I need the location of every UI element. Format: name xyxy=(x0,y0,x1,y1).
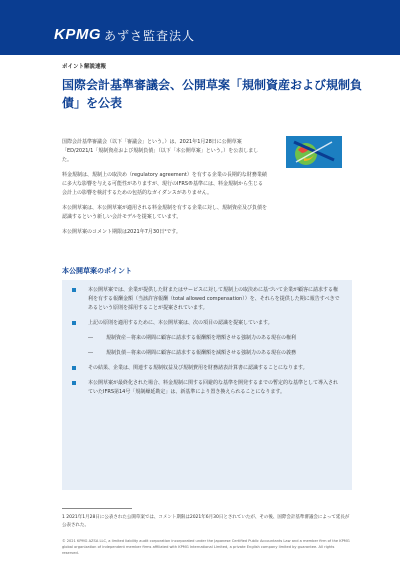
bullet-square-icon xyxy=(72,366,76,370)
bullet-text: その結果、企業は、関連する規制収益及び規制費用を財務諸表計算書に認識することになります。 xyxy=(88,365,308,371)
copyright-notice: © 2021 KPMG AZSA LLC, a limited liability audit corporation incorporated under the Japanese Certified Public Accountants Law and a member firm of the KPMG global organization of independent member firms affiliated with KPMG International Limited, a private English company limited by guarantee. All rights reserved. xyxy=(62,539,350,555)
bullet-text: 本公開草案では、企業が提供した財またはサービスに対して規制上の取決めに基づいて企業が顧客に請求する権利を有する報酬金額（当該許容報酬（total allowed compensation））を、それらを提供した期に報告すべきであるという原則を採用することが提案されています。 xyxy=(88,287,340,311)
series-label: ポイント解説速報 xyxy=(62,64,107,70)
intro-paragraph: 国際会計基準審議会（以下「審議会」という。）は、2021年1月28日に公開草案「ED/2021/1「規制資産および規制負債」（以下「本公開草案」という。）を公表しました。 xyxy=(62,139,259,163)
sub-bullet-text: 規制負債－将来の期間に顧客に請求する報酬額を減額させる強制力のある現在の義務 xyxy=(106,350,297,356)
bullet-square-icon xyxy=(72,381,76,385)
globe-image xyxy=(286,136,342,168)
bullet-text: 本公開草案が最終化された場合、料金規制に関する回避的な基準を開発するまでの暫定的な基準として導入されていたIFRS第14号「規制繰延勘定」は、新基準により置き換えられることになります。 xyxy=(88,380,339,395)
bullet-point xyxy=(68,364,342,373)
bullet-point xyxy=(68,379,342,397)
key-points-panel xyxy=(62,280,352,490)
page-header xyxy=(0,0,400,55)
globe-icon xyxy=(286,136,342,168)
document-title: 国際会計基準審議会、公開草案「規制資産および規制負債」を公表 xyxy=(62,78,363,110)
sub-bullet xyxy=(68,349,342,358)
intro-paragraph: 本公開草案は、本公開草案が適用される料金規制を有する企業に対し、規制資産及び負債を認識するという新しい会計モデルを提案しています。 xyxy=(62,205,268,220)
firm-name: あずさ監査法人 xyxy=(104,29,196,43)
bullet-text: 上記の原則を適用するために、本公開草案は、次の項目の認識を提案しています。 xyxy=(88,320,273,326)
intro-section xyxy=(62,138,267,243)
bullet-point xyxy=(68,286,342,313)
sub-bullet-text: 規制資産－将来の期間に顧客に請求する報酬額を増額させる強制力のある現在の権利 xyxy=(106,335,297,341)
dash-icon: ― xyxy=(88,350,93,356)
section-title: 本公開草案のポイント xyxy=(62,267,132,275)
bullet-square-icon xyxy=(72,321,76,325)
sub-bullet xyxy=(68,334,342,343)
intro-paragraph: 本公開草案のコメント期限は2021年7月30日¹です。 xyxy=(62,229,181,235)
dash-icon: ― xyxy=(88,335,93,341)
bullet-point xyxy=(68,319,342,328)
footnote-divider xyxy=(62,508,132,509)
intro-paragraph: 料金規制は、規制上の取決め（regulatory agreement）を有する企業の長期的な財務業績に多大な影響を与える可能性がありますが、現行のIFRS®基準には、料金規制から生じる会計上の影響を検討するための包括的なガイダンスがありません。 xyxy=(62,172,267,196)
kpmg-logo: KPMG xyxy=(54,26,101,43)
footnote: 1 2021年1月28日に公表された公開草案では、コメント期限は2021年6月30日とされていたが、その後、国際会計基準審議会によって延長が公表された。 xyxy=(62,515,350,528)
bullet-square-icon xyxy=(72,288,76,292)
